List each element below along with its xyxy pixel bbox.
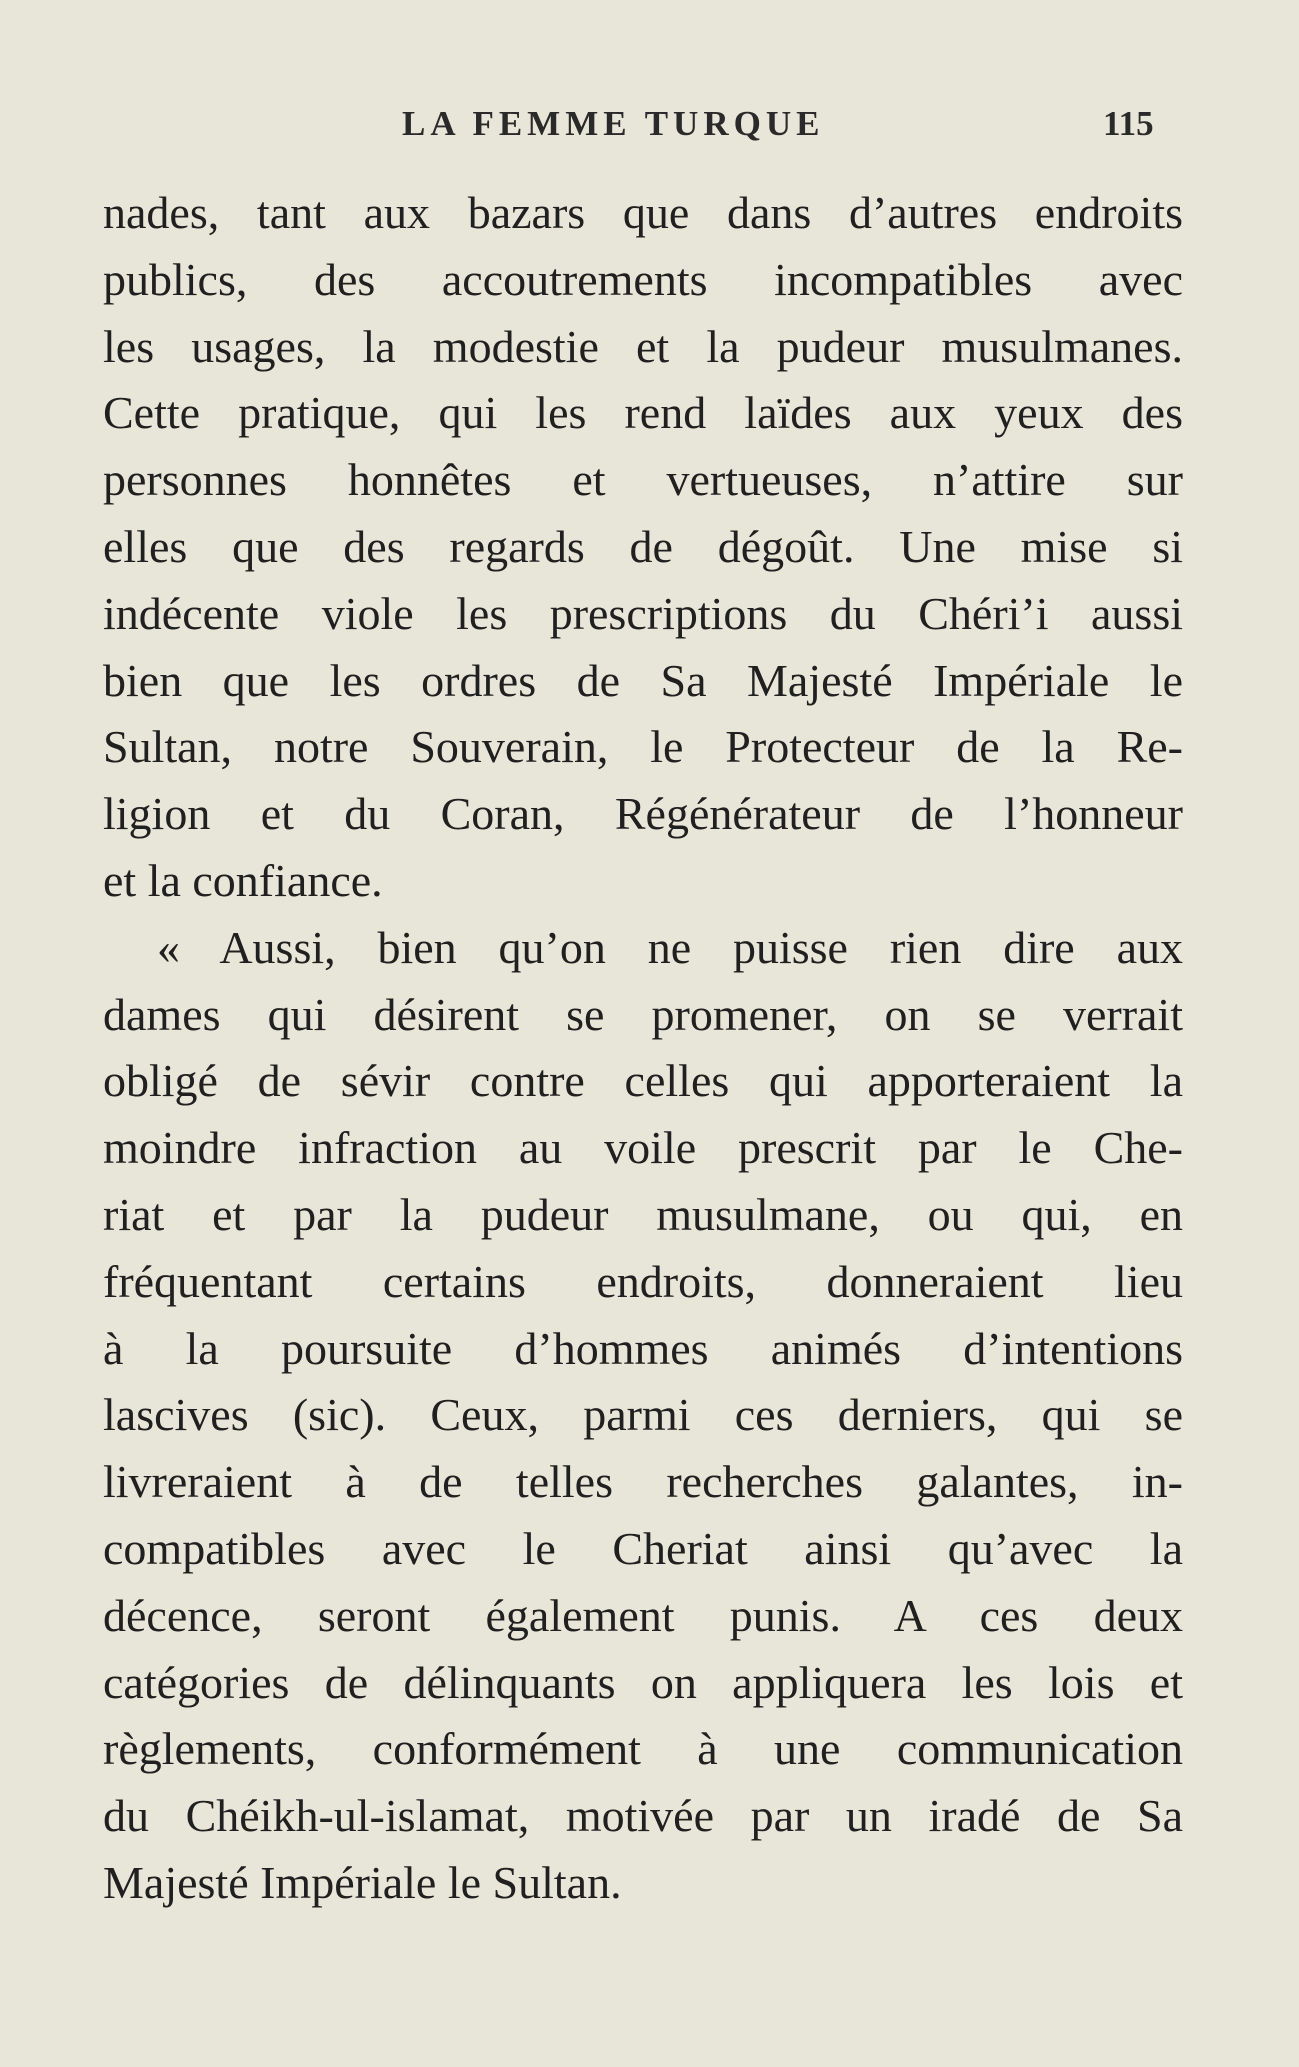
text-line: catégories de délinquants on appliquera les lois et: [103, 1656, 1183, 1708]
text-line: elles que des regards de dégoût. Une mise si: [103, 520, 1183, 572]
text-line: Majesté Impériale le Sultan.: [103, 1856, 622, 1908]
text-line: Cette pratique, qui les rend laïdes aux yeux des: [103, 387, 1183, 439]
text-line: et la confiance.: [103, 854, 383, 906]
text-line: fréquentant certains endroits, donneraient lieu: [103, 1255, 1183, 1307]
text-line: « Aussi, bien qu’on ne puisse rien dire aux: [157, 921, 1183, 973]
text-line: publics, des accoutrements incompatibles avec: [103, 253, 1183, 305]
text-line: livreraient à de telles recherches galantes, in-: [103, 1456, 1183, 1508]
text-line: Sultan, notre Souverain, le Protecteur de la Re-: [103, 721, 1183, 773]
text-line: les usages, la modestie et la pudeur musulmanes.: [103, 320, 1183, 372]
text-line: ligion et du Coran, Régénérateur de l’honneur: [103, 788, 1183, 840]
page-number: 115: [1103, 104, 1154, 143]
text-line: à la poursuite d’hommes animés d’intentions: [103, 1322, 1183, 1374]
text-line: personnes honnêtes et vertueuses, n’attire sur: [103, 454, 1183, 506]
text-line: règlements, conformément à une communication: [103, 1723, 1183, 1775]
text-line: indécente viole les prescriptions du Chéri’i aussi: [103, 587, 1183, 639]
text-line: lascives (sic). Ceux, parmi ces derniers, qui se: [103, 1389, 1183, 1441]
text-line: nades, tant aux bazars que dans d’autres endroits: [103, 187, 1183, 238]
text-line: obligé de sévir contre celles qui apporteraient la: [103, 1055, 1183, 1107]
text-line: décence, seront également punis. A ces deux: [103, 1589, 1183, 1641]
text-line: dames qui désirent se promener, on se verrait: [103, 988, 1183, 1040]
text-line: riat et par la pudeur musulmane, ou qui, en: [103, 1188, 1183, 1240]
text-line: compatibles avec le Cheriat ainsi qu’avec la: [103, 1522, 1183, 1574]
text-line: bien que les ordres de Sa Majesté Impériale le: [103, 654, 1183, 706]
text-line: moindre infraction au voile prescrit par le Che-: [103, 1122, 1183, 1174]
running-title: LA FEMME TURQUE: [402, 104, 825, 143]
body-text: [103, 180, 1183, 1917]
text-line: du Chéikh-ul-islamat, motivée par un iradé de Sa: [103, 1790, 1183, 1842]
